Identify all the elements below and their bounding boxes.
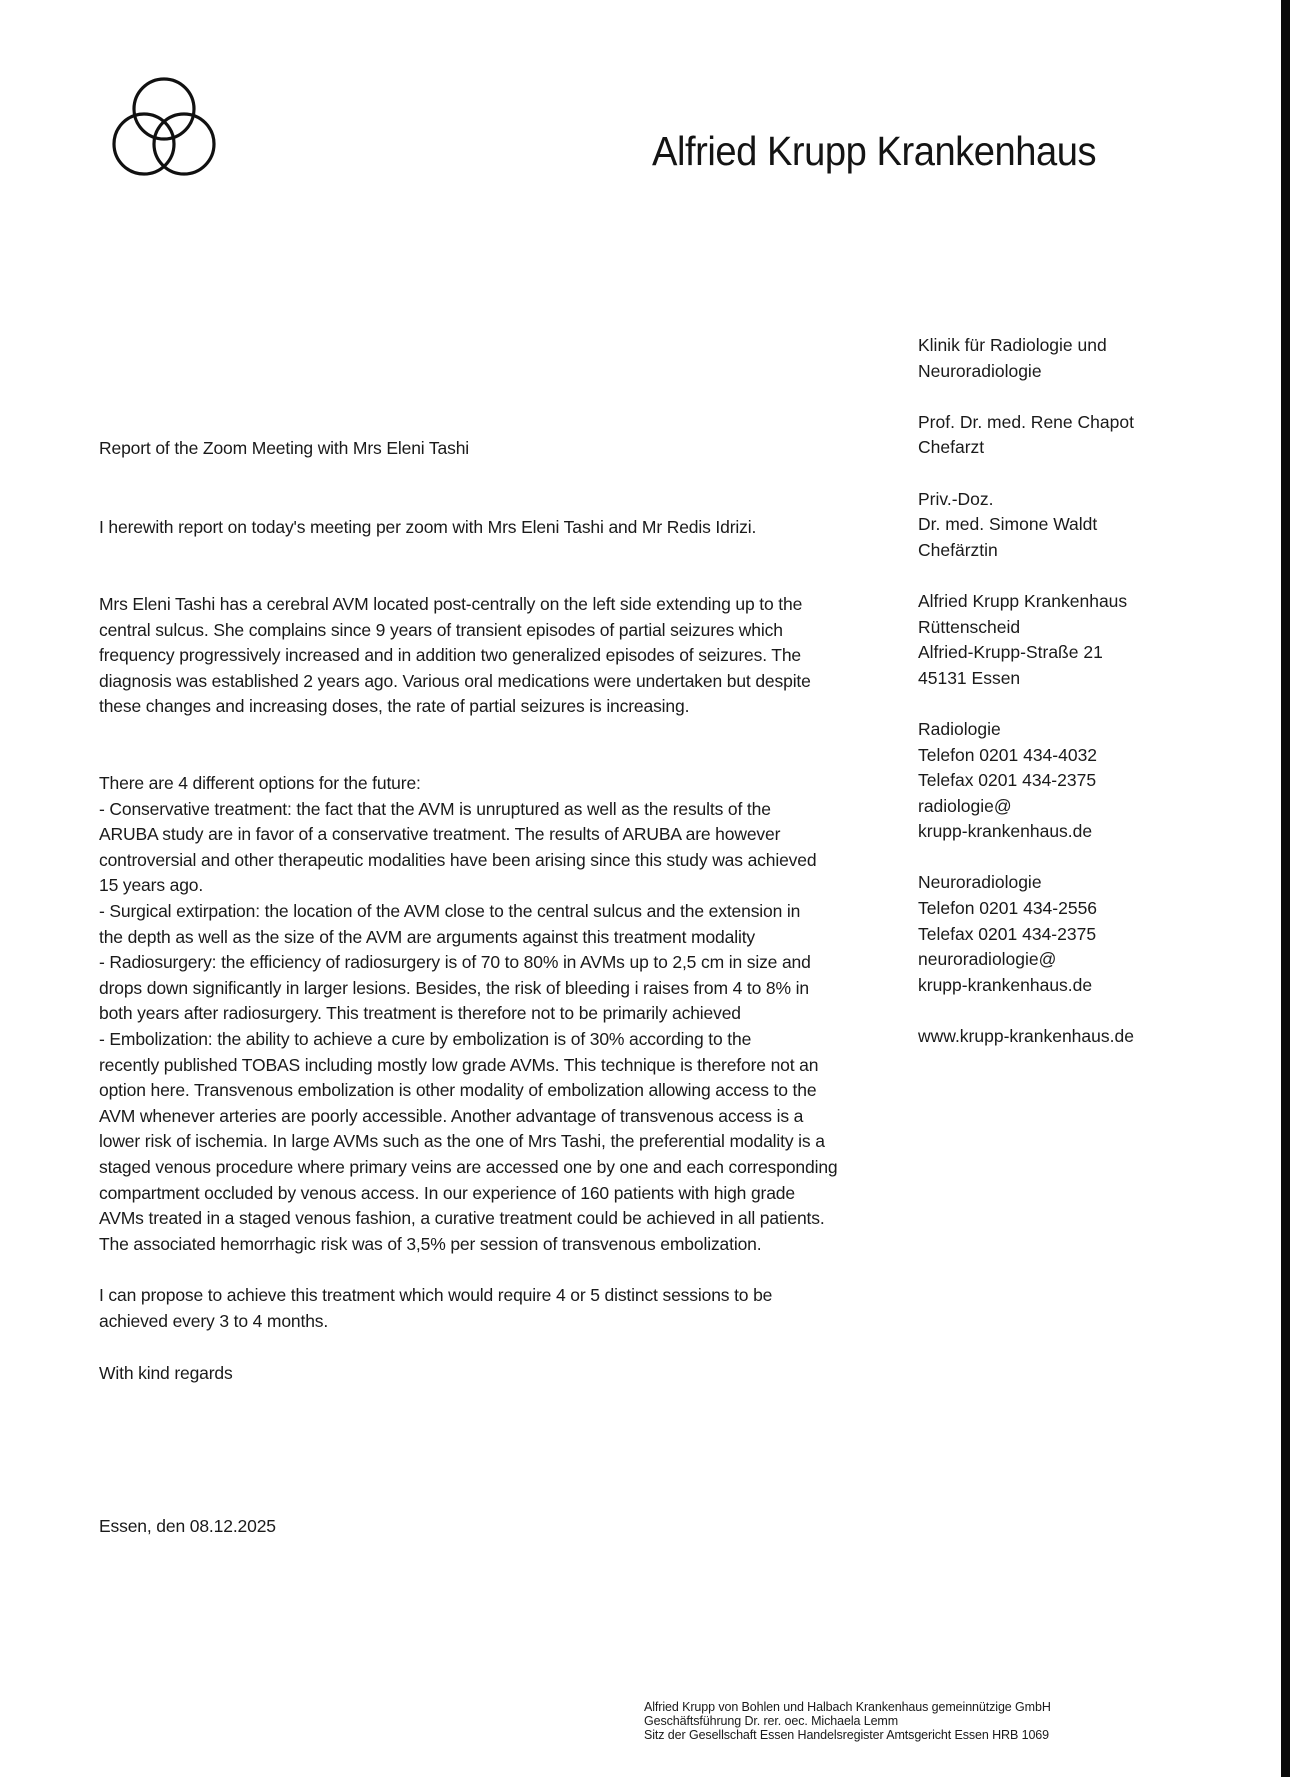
options-line: option here. Transvenous embolization is other modality of embolization allowing access to the xyxy=(99,1080,817,1101)
radiology-email-domain: krupp-krankenhaus.de xyxy=(918,821,1093,842)
closing xyxy=(99,1361,919,1387)
logo-ring-top xyxy=(134,79,194,139)
radiology-fax: Telefax 0201 434-2375 xyxy=(918,770,1097,791)
neuroradiology-heading: Neuroradiologie xyxy=(918,872,1042,893)
place-and-date xyxy=(99,1514,919,1540)
department-line: Klinik für Radiologie und xyxy=(918,335,1107,355)
address-line: Alfried Krupp Krankenhaus xyxy=(918,590,1128,611)
neuroradiology-phone: Telefon 0201 434-2556 xyxy=(918,898,1098,919)
options-line: both years after radiosurgery. This treatment is therefore not to be primarily achieved xyxy=(99,1003,741,1024)
radiology-heading: Radiologie xyxy=(918,718,1001,739)
neuroradiology-fax: Telefax 0201 434-2375 xyxy=(918,923,1097,944)
options-line: AVMs treated in a staged venous fashion, a curative treatment could be achieved in all patients. xyxy=(99,1208,825,1229)
neuroradiology-email: neuroradiologie@ xyxy=(918,949,1057,970)
chief-name: Prof. Dr. med. Rene Chapot xyxy=(918,411,1134,432)
options-line: - Conservative treatment: the fact that the AVM is unruptured as well as the results of the xyxy=(99,798,771,819)
chief-2-degree: Priv.-Doz. xyxy=(918,488,994,509)
options-line: the depth as well as the size of the AVM are arguments against this treatment modality xyxy=(99,926,756,947)
intro-line: I herewith report on today's meeting per zoom with Mrs Eleni Tashi and Mr Redis Idrizi. xyxy=(99,517,757,537)
treatment-options-paragraph xyxy=(99,771,919,1257)
options-line: There are 4 different options for the future: xyxy=(99,773,421,793)
place-date-line: Essen, den 08.12.2025 xyxy=(99,1516,276,1536)
address-line: 45131 Essen xyxy=(918,667,1021,688)
options-line: - Embolization: the ability to achieve a cure by embolization is of 30% according to the xyxy=(99,1028,752,1049)
logo-ring-left xyxy=(114,114,174,174)
options-line: - Radiosurgery: the efficiency of radiosurgery is of 70 to 80% in AVMs up to 2,5 cm in size and xyxy=(99,952,811,973)
screen-edge-border xyxy=(1281,0,1290,1777)
address-line: Alfried-Krupp-Straße 21 xyxy=(918,642,1103,663)
options-line: controversial and other therapeutic modalities have been arising since this study was achieved xyxy=(99,849,817,870)
letter-subject xyxy=(99,436,919,462)
proposal-line: achieved every 3 to 4 months. xyxy=(99,1310,329,1331)
department-line: Neuroradiologie xyxy=(918,360,1042,381)
radiology-email: radiologie@ xyxy=(918,795,1012,816)
options-line: drops down significantly in larger lesions. Besides, the risk of bleeding i raises from 4 to 8% in xyxy=(99,977,809,998)
proposal-line: I can propose to achieve this treatment which would require 4 or 5 distinct sessions to be xyxy=(99,1285,773,1305)
options-line: ARUBA study are in favor of a conservative treatment. The results of ARUBA are however xyxy=(99,824,781,845)
chief-title: Chefarzt xyxy=(918,437,985,458)
options-line: recently published TOBAS including mostly low grade AVMs. This technique is therefore not an xyxy=(99,1054,819,1075)
options-line: compartment occluded by venous access. In our experience of 160 patients with high grade xyxy=(99,1182,795,1203)
website: www.krupp-krankenhaus.de xyxy=(918,1026,1134,1047)
chief-2-title: Chefärztin xyxy=(918,539,998,560)
options-line: staged venous procedure where primary veins are accessed one by one and each corresponding xyxy=(99,1156,838,1177)
chief-physician-2-block xyxy=(918,487,1258,564)
footer-line: Geschäftsführung Dr. rer. oec. Michaela Lemm xyxy=(644,1714,899,1728)
neuroradiology-email-domain: krupp-krankenhaus.de xyxy=(918,974,1093,995)
options-line: The associated hemorrhagic risk was of 3,5% per session of transvenous embolization. xyxy=(99,1233,762,1254)
paragraph-line: Mrs Eleni Tashi has a cerebral AVM located post-centrally on the left side extending up to the xyxy=(99,594,803,614)
chief-physician-block xyxy=(918,410,1258,461)
logo-ring-right xyxy=(154,114,214,174)
radiology-contact-block xyxy=(918,717,1258,845)
proposal-paragraph xyxy=(99,1283,919,1334)
chief-2-name: Dr. med. Simone Waldt xyxy=(918,514,1098,535)
address-block xyxy=(918,589,1258,691)
paragraph-line: central sulcus. She complains since 9 years of transient episodes of partial seizures which xyxy=(99,619,783,640)
options-line: - Surgical extirpation: the location of the AVM close to the central sulcus and the extension in xyxy=(99,900,801,921)
company-footer xyxy=(644,1700,1051,1742)
department-block xyxy=(918,333,1258,384)
subject-line: Report of the Zoom Meeting with Mrs Eleni Tashi xyxy=(99,438,470,458)
website-block xyxy=(918,1024,1258,1050)
hospital-name: Alfried Krupp Krankenhaus xyxy=(652,128,1097,174)
options-line: 15 years ago. xyxy=(99,875,204,896)
address-line: Rüttenscheid xyxy=(918,616,1021,637)
paragraph-line: diagnosis was established 2 years ago. Various oral medications were undertaken but despite xyxy=(99,670,811,691)
options-line: AVM whenever arteries are poorly accessible. Another advantage of transvenous access is a xyxy=(99,1105,804,1126)
options-line: lower risk of ischemia. In large AVMs such as the one of Mrs Tashi, the preferential modality is a xyxy=(99,1131,825,1152)
patient-history-paragraph xyxy=(99,592,919,720)
three-rings-logo-icon xyxy=(108,76,220,180)
neuroradiology-contact-block xyxy=(918,870,1258,998)
footer-line: Sitz der Gesellschaft Essen Handelsregister Amtsgericht Essen HRB 1069 xyxy=(644,1728,1049,1742)
paragraph-line: frequency progressively increased and in addition two generalized episodes of seizures. The xyxy=(99,645,802,666)
paragraph-line: these changes and increasing doses, the rate of partial seizures is increasing. xyxy=(99,696,690,717)
closing-line: With kind regards xyxy=(99,1363,233,1383)
letterhead-sidebar xyxy=(918,333,1258,1075)
radiology-phone: Telefon 0201 434-4032 xyxy=(918,744,1098,765)
letter-intro xyxy=(99,515,919,541)
footer-line: Alfried Krupp von Bohlen und Halbach Krankenhaus gemeinnützige GmbH xyxy=(644,1700,1051,1714)
